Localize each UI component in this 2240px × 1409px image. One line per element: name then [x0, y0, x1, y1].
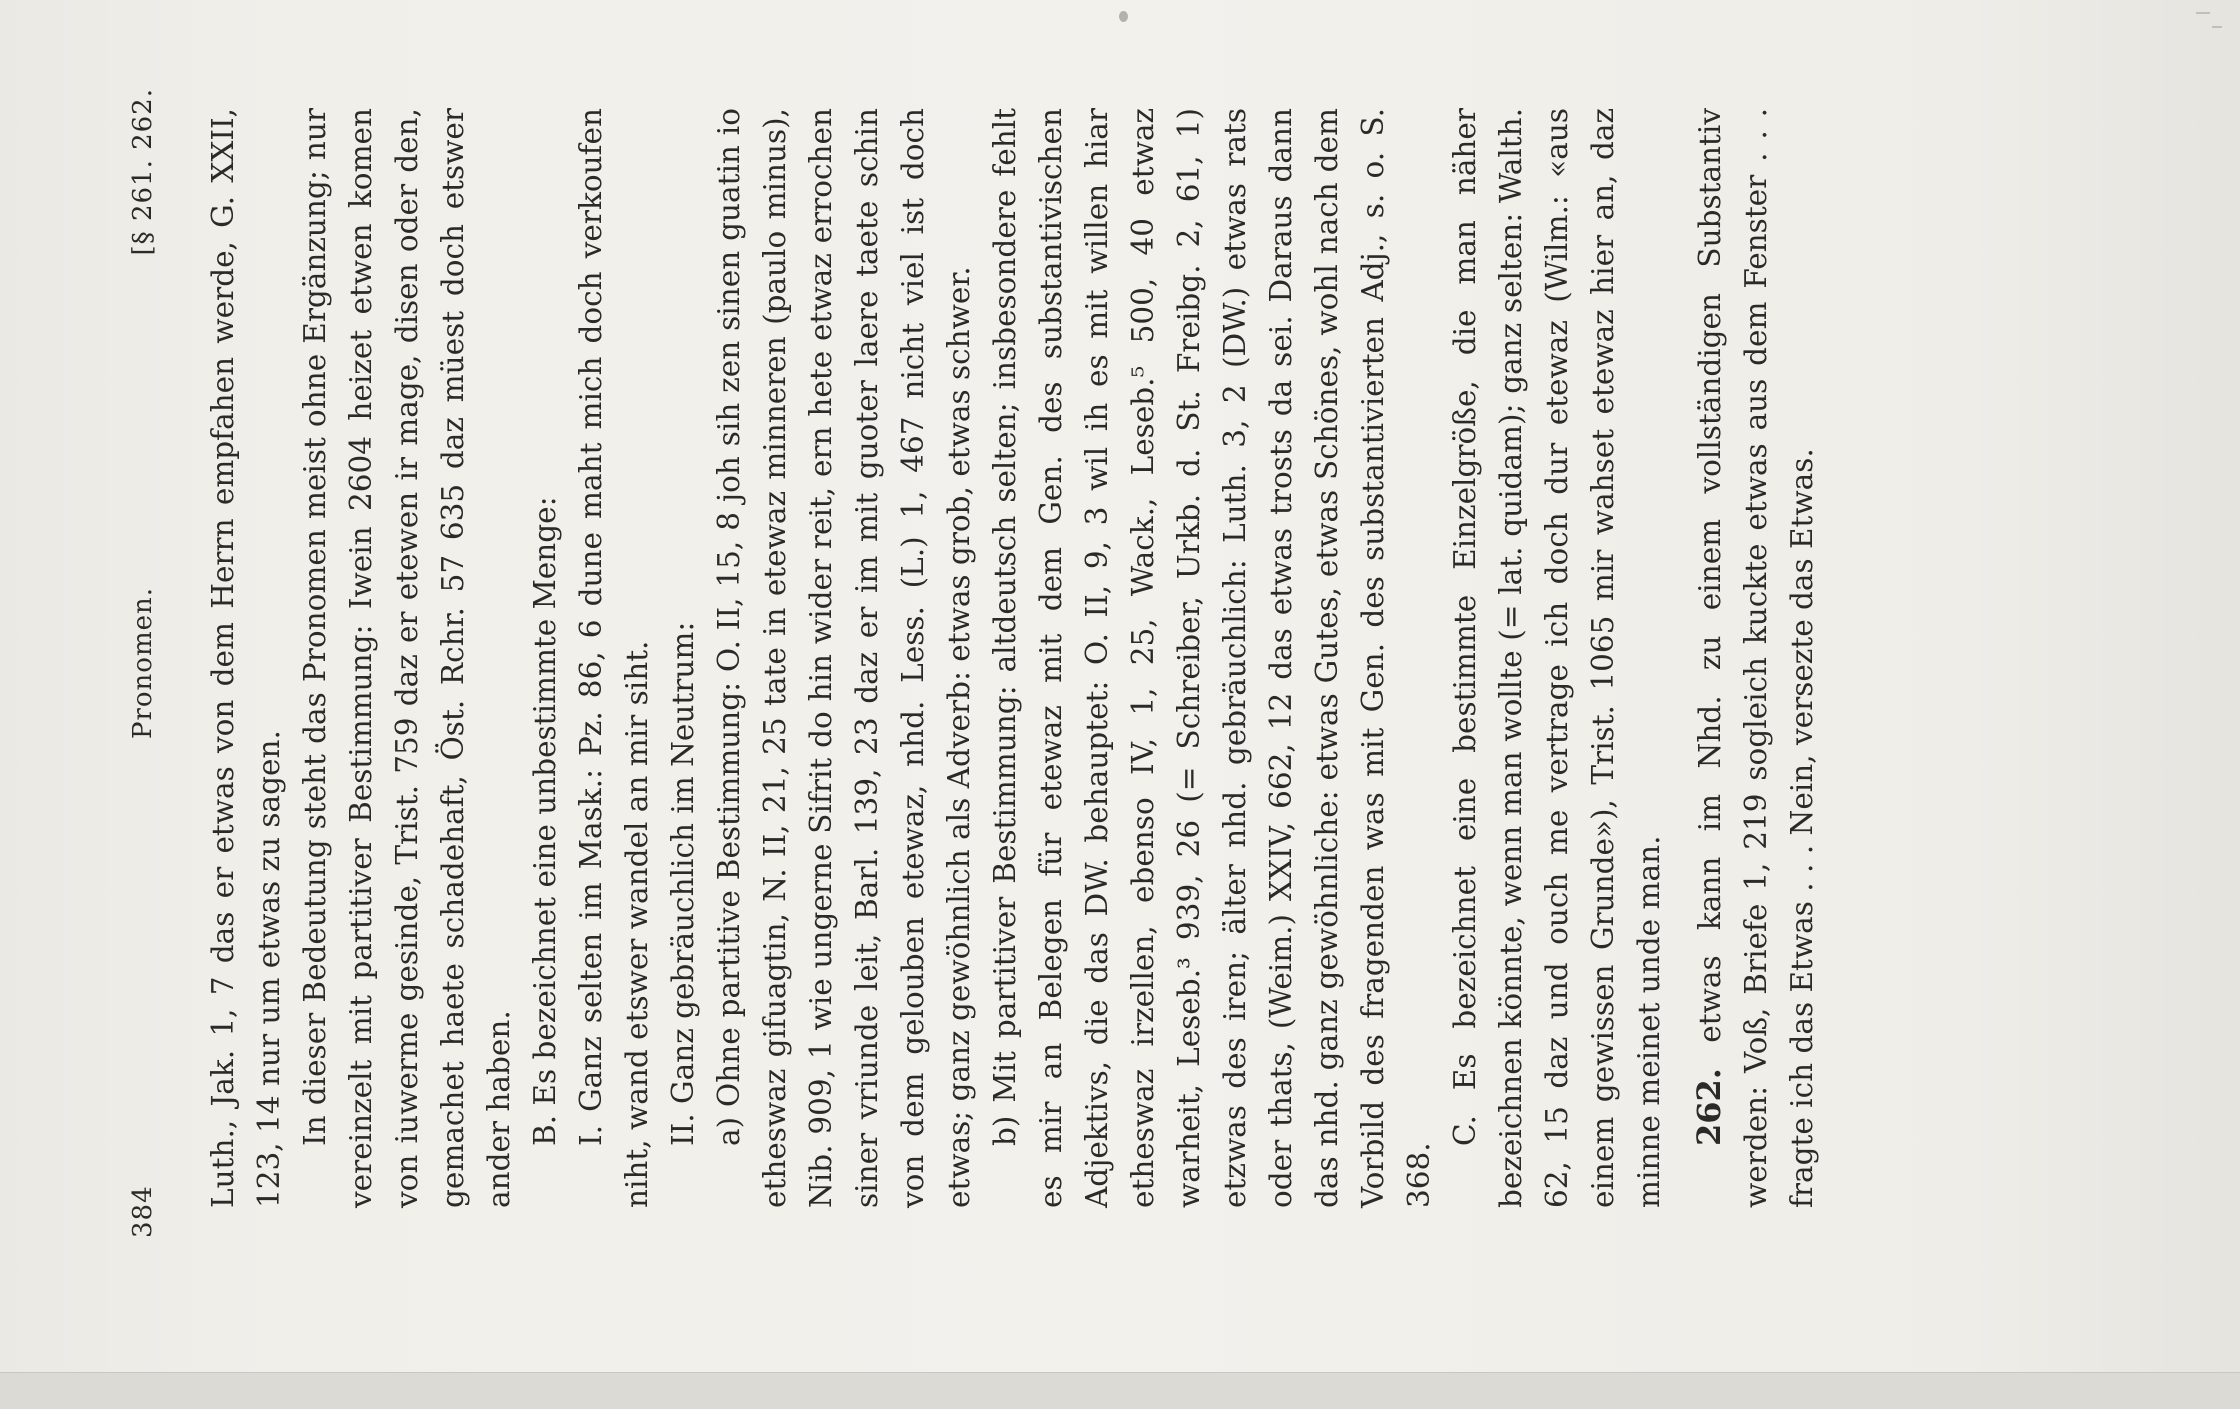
page-number: 384	[128, 1185, 158, 1238]
page-body	[200, 108, 1825, 1208]
paragraph-section-b: B. Es bezeichnet eine unbestimmte Menge:	[528, 496, 562, 1146]
section-number-262: 262.	[1690, 1068, 1728, 1146]
scan-dust-spot	[1119, 11, 1128, 22]
paragraph-neuter: II. Ganz gebräuchlich im Neutrum:	[666, 621, 700, 1146]
paragraph-262	[1686, 108, 1825, 1208]
page-header	[128, 88, 172, 1238]
section-262-text: etwas kann im Nhd. zu einem vollständigen Substantiv werden: Voß, Briefe 1, 219 sogleich kuckte etwas aus dem Fenster . . . fragte ich das Etwas . . . Nein, versezte das Etwas.	[1693, 108, 1819, 1208]
running-title: Pronomen.	[128, 586, 158, 740]
section-reference: [§ 261. 262.	[128, 88, 158, 256]
paragraph-section-c: C. Es bezeichnet eine bestimmte Einzelgröße, die man näher bezeichnen könnte, wenn man wollte (= lat. quidam); ganz selten: Walth. 62, 15 daz und ouch me vertrage ich doch dur etewaz (Wilm.: «aus einem gewissen Grunde»), Trist. 1065 mir wahset etewaz hier an, daz minne meinet unde man.	[1448, 108, 1666, 1208]
paragraph-meaning: In dieser Bedeutung steht das Pronomen meist ohne Ergänzung; nur vereinzelt mit partitiver Bestimmung: Iwein 2604 heizet etwen komen von iuwerme gesinde, Trist. 759 daz er etewen ir mage, disen oder den, gemachet haete schadehaft, Öst. Rchr. 57 635 daz müest doch etswer ander haben.	[298, 108, 516, 1208]
paragraph-luther-citation: Luth., Jak. 1, 7 das er etwas von dem Herrn empfahen werde, G. XXII, 123, 14 nur um etwas zu sagen.	[206, 108, 286, 1208]
paragraph-masculine: I. Ganz selten im Mask.: Pz. 86, 6 dune maht mich doch verkoufen niht, wand etswer wandel an mir siht.	[574, 108, 654, 1208]
scan-edge-mark	[2196, 12, 2210, 14]
paragraph-without-partitive: a) Ohne partitive Bestimmung: O. II, 15, 8 joh sih zen sinen guatin io etheswaz gifuagtin, N. II, 21, 25 tate in etewaz minneren (paulo minus), Nib. 909, 1 wie ungerne Sifrit do hin wider reit, ern hete etwaz errochen siner vriunde leit, Barl. 139, 23 daz er im mit guoter laere taete schin von dem gelouben etewaz, nhd. Less. (L.) 1, 467 nicht viel ist doch etwas; ganz gewöhnlich als Adverb: etwas grob, etwas schwer.	[712, 108, 976, 1208]
scan-edge-mark	[2212, 26, 2222, 28]
scan-bottom-edge	[0, 1372, 2240, 1409]
rotated-book-page	[120, 80, 2050, 1300]
paragraph-with-partitive: b) Mit partitiver Bestimmung: altdeutsch selten; insbesondere fehlt es mir an Belegen für etewaz mit dem Gen. des substantivischen Adjektivs, die das DW. behauptet: O. II, 9, 3 wil ih es mit willen hiar etheswaz irzellen, ebenso IV, 1, 25, Wack., Leseb.⁵ 500, 40 etwaz warheit, Leseb.³ 939, 26 (= Schreiber, Urkb. d. St. Freibg. 2, 61, 1) etzwas des iren; älter nhd. gebräuchlich: Luth. 3, 2 (DW.) etwas rats oder thats, (Weim.) XXIV, 662, 12 das etwas trosts da sei. Daraus dann das nhd. ganz gewöhnliche: etwas Gutes, etwas Schönes, wohl nach dem Vorbild des fragenden was mit Gen. des substantivierten Adj., s. o. S. 368.	[988, 108, 1436, 1208]
